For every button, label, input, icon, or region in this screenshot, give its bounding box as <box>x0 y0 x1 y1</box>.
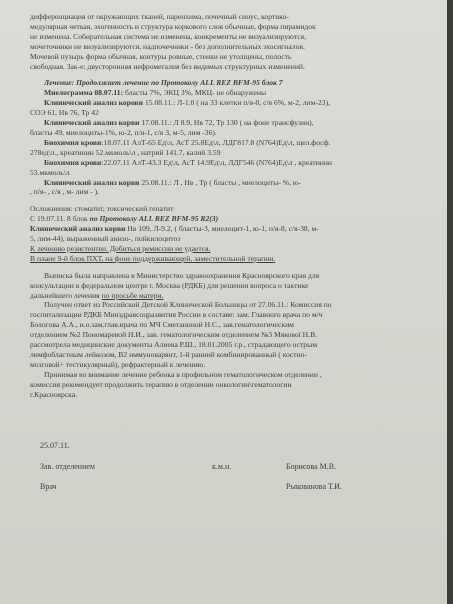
treatment-section <box>30 78 429 197</box>
text-line: дифференциация от окружающих тканей, паренхима, почечный синус, кортико- <box>30 12 289 21</box>
cbc-text: 25.08.11.: Л , Нв , Тр ( бласты , миелоциты- %, ю- <box>139 177 302 187</box>
text-line: 53.мкмоль\л <box>30 167 70 177</box>
head-role: Зав. отделением <box>40 461 95 471</box>
block-start: С 19.07.11. 8 блок <box>30 214 90 224</box>
cbc-label: Клинический анализ корви <box>44 177 140 187</box>
text-line: г.Красноярска. <box>30 389 77 399</box>
biochem-text: :22.07.11 АлТ-43.3 Ед\л, АсТ 14.9Ед\л, ЛДГ546 (N764)Ед\л , креатинин <box>101 157 332 167</box>
text-line: консультации в федеральном центре г. Москва (РДКБ) для решения вопроса о тактике <box>30 280 309 290</box>
text-line: мочеточники не визуализируются, надпочечники - без дополнительных эхосигналов. <box>30 41 305 51</box>
text-line: дальнейшего лечения <box>30 290 102 300</box>
text-line: отделением №2 Пономаревой Н.И., зав. гематологическим отделением №3 Мякової Н.В. <box>30 330 318 340</box>
text-line: , п/я- , с/я , м- лим - ). <box>30 187 100 197</box>
myelogram-label: Миелограмма 08.07.11: <box>44 88 124 98</box>
mother-request: по просьбе матери. <box>101 290 164 300</box>
protocol-name: по Протоколу ALL REZ BFM-95 R2(3) <box>89 214 219 224</box>
text-line: Мочевой пузырь форма обычная, контуры ровные, стенки не утолщены, полость <box>30 51 292 61</box>
complications-line: Осложнения: стоматит, токсический гепатит <box>30 204 174 214</box>
cbc-label: Клинический анализ корви <box>44 118 140 128</box>
text-line: медулярная четкая, эхогенность и структура коркового слоя обычные, форма пирамидок <box>30 21 316 31</box>
text-line: комиссия рекомендует продолжить терапию в отделении онкологии\гематологии <box>30 379 292 389</box>
cbc-label: Клинический анализ корви <box>30 224 126 234</box>
text-line: Получен ответ из Российской Детской Клинической Больницы от 27.06.11.: Комиссия по <box>44 300 332 310</box>
text-line: не изменена. Собирательная система не изменена, конкременты не визуализируются, <box>30 31 306 41</box>
document-date: 25.07.11. <box>40 440 70 450</box>
doctor-role: Врач <box>40 481 57 491</box>
text-line: мозговой+ тестикулярный), рефрактерный к лечению. <box>30 359 206 369</box>
text-line: Выписка была направлена в Министерство здравоохранения Красноярского края для <box>44 270 320 280</box>
text-line: Принимая во внимание лечение ребенка в профильном гематологическом отделении , <box>44 369 322 379</box>
doctor-name: Рыкованова Т.И. <box>286 481 342 491</box>
biochem-label: Биохимия крови <box>44 137 102 147</box>
text-line: свободная. Зак-е: двусторонняя нефромегалия без видимых структурных изменений. <box>30 61 305 71</box>
cbc-text: 15.08.11.: Л-1.0 ( на 33 клетки п/я-0, с/я 6%, м-2, лим-23), <box>143 98 331 108</box>
text-line: бласты 49, миелоциты-1%, ю-2, п/я-1, с/я 3, м-5, лим -36). <box>30 127 217 137</box>
academic-degree: к.м.н. <box>212 461 232 471</box>
text-line: рассмотрела медицинские документы Алиева Р.Ш., 18.01.2005 г.р., страдающего острым <box>30 340 318 350</box>
referral-section <box>30 271 429 400</box>
myelogram-text: бласты 7%, ЭКЦ 3%, МКЦ- не обнаружены <box>123 88 267 98</box>
biochem-text: :18.07.11 АлТ-65 Ед\л, АсТ 25.8Ед\л, ЛДГ817.8 (N764)Ед\л, щел.фосф. <box>101 137 331 147</box>
text-line: Бологова А.А., и.о.зам.глав.врача по МЧ Сметаниной Н.С., зав.гематологическим <box>30 320 294 330</box>
text-line: 5, лим-44), выраженный анизо-, пойкилоцитоз <box>30 234 181 244</box>
resistance-note: К лечению резистентен. Добиться ремиссии не удается. <box>30 243 211 253</box>
text-line: 278ед\л., креатинин 52.мкмоль\л , натрий 141.7, калий 3.59 <box>30 147 221 157</box>
text-line: СОЭ 61, Нв 76, Тр 42 <box>30 108 99 118</box>
complications-section <box>30 204 429 263</box>
text-line: лимфобластным лейкозом, В2 иммуноварянт, 1-й ранний комбинированный ( костно- <box>30 350 308 359</box>
treatment-heading: Лечение: Продолжает лечение по Протоколу ALL REZ BFM-95 блок 7 <box>44 78 283 88</box>
signature-block <box>30 440 429 497</box>
cbc-text: 17.08.11.: Л 8.9, Нв 72, Тр 130 ( на фоне трансфузии), <box>139 118 314 128</box>
text-line: госпитализации РДКБ Минздравсоцразвития России в составе: зам. Главного врача по м/ч <box>30 310 323 320</box>
plan-note: В плане 9-й блок ПХТ, на фоне поддерживающей, заместительной терапии. <box>30 253 276 263</box>
biochem-label: Бнохимия крови <box>44 157 102 167</box>
ultrasound-conclusion <box>30 12 429 71</box>
cbc-label: Клинический анализ корови <box>44 98 144 108</box>
cbc-text: Нв 109, Л-9.2, ( бласты-3, миелоцит-1, ю-1, п/я-8, с/я-38, м- <box>125 224 319 234</box>
head-name: Борисова М.В. <box>286 461 337 471</box>
